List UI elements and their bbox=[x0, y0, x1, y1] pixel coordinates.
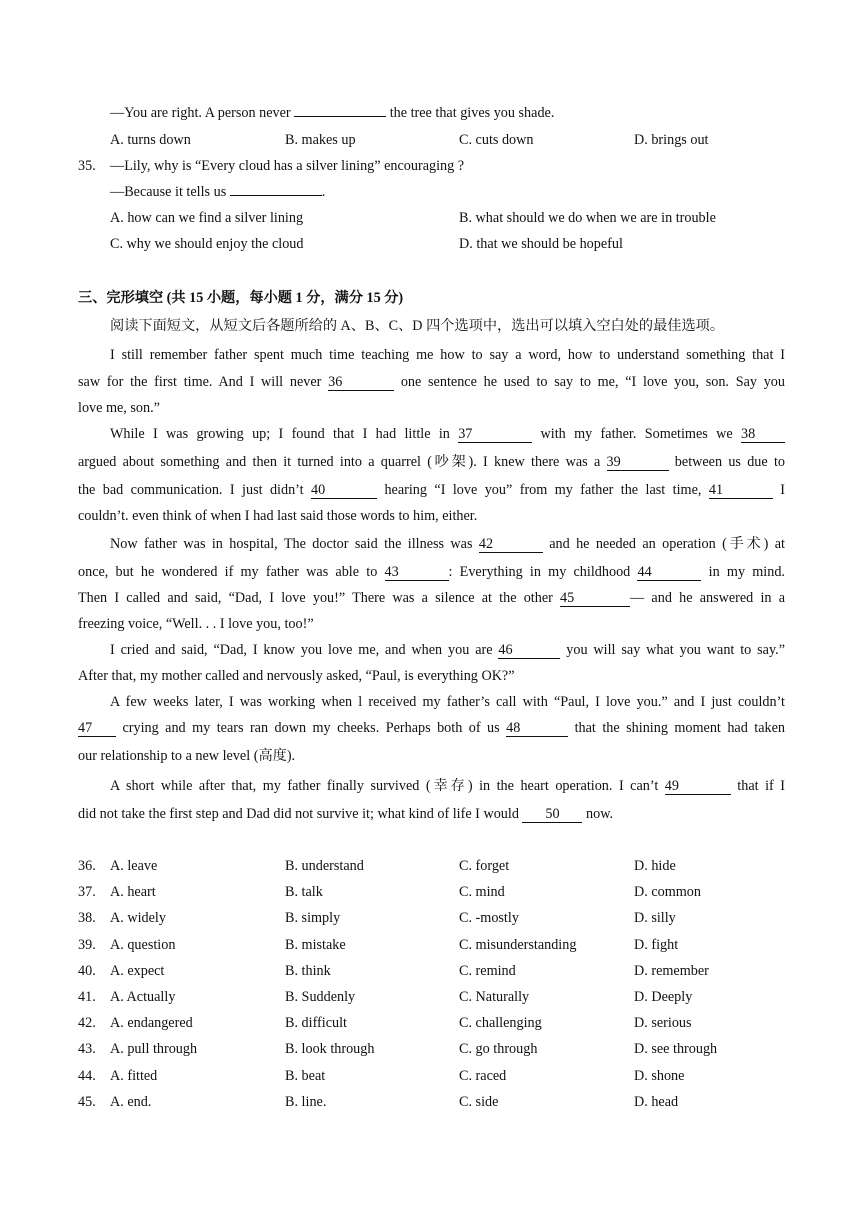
option-d: D. silly bbox=[634, 910, 676, 927]
p1-line-3: love me, son.” bbox=[78, 400, 160, 416]
blank-46: 46 bbox=[498, 643, 560, 659]
q35-question: —Lily, why is “Every cloud has a silver lining” encouraging ? bbox=[110, 158, 465, 174]
option-a: A. widely bbox=[110, 910, 166, 927]
section-instruction: 阅读下面短文，从短文后各题所给的 A、B、C、D 四个选项中，选出可以填入空白处的最佳选项。 bbox=[110, 318, 725, 334]
p1-line-2 bbox=[78, 373, 785, 391]
p5-line-3: our relationship to a new level (高度). bbox=[78, 748, 296, 764]
q35-reply bbox=[110, 183, 325, 201]
option-a: A. expect bbox=[110, 962, 165, 979]
blank-50: 50 bbox=[522, 807, 582, 823]
option-number: 45. bbox=[78, 1093, 96, 1110]
option-d: D. common bbox=[634, 884, 701, 901]
option-c: C. side bbox=[459, 1093, 499, 1110]
p3-text: Now father was in hospital, The doctor said the illness was bbox=[110, 536, 479, 552]
p4-text: you will say what you want to say.” bbox=[560, 642, 785, 658]
blank-45: 45 bbox=[560, 591, 630, 607]
section-heading: 三、完形填空 (共 15 小题，每小题 1 分，满分 15 分) bbox=[78, 290, 404, 306]
option-c: C. Naturally bbox=[459, 989, 530, 1005]
blank-43: 43 bbox=[385, 565, 449, 581]
option-d: D. hide bbox=[634, 858, 676, 874]
option-number: 39. bbox=[78, 936, 96, 953]
option-c: C. mind bbox=[459, 884, 505, 901]
option-number: 37. bbox=[78, 884, 96, 901]
p3-text: and he needed an operation (手术) at bbox=[542, 536, 785, 552]
p2-line-3 bbox=[78, 481, 785, 499]
p2-text: hearing “I love you” from my father the last time, bbox=[377, 482, 709, 498]
option-row bbox=[0, 1067, 860, 1085]
option-number: 40. bbox=[78, 962, 96, 979]
option-b: B. line. bbox=[285, 1093, 327, 1110]
q35-number: 35. bbox=[78, 158, 96, 174]
option-d: D. see through bbox=[634, 1041, 718, 1058]
option-number: 44. bbox=[78, 1067, 96, 1084]
q35-option-c: C. why we should enjoy the cloud bbox=[110, 236, 304, 252]
p6-line-1 bbox=[110, 777, 785, 795]
option-d: D. head bbox=[634, 1093, 679, 1110]
option-d: D. remember bbox=[634, 962, 709, 979]
option-c: C. challenging bbox=[459, 1015, 542, 1032]
option-c: C. misunderstanding bbox=[459, 936, 577, 953]
option-row bbox=[0, 988, 860, 1006]
option-row bbox=[0, 1093, 860, 1111]
blank-38: 38 bbox=[741, 427, 785, 443]
q34-option-a: A. turns down bbox=[110, 132, 191, 148]
p4-line-1 bbox=[110, 641, 785, 659]
option-row bbox=[0, 883, 860, 901]
p6-text: now. bbox=[582, 806, 614, 822]
blank-37: 37 bbox=[458, 427, 532, 443]
p3-line-4: freezing voice, “Well. . . I love you, too!” bbox=[78, 616, 314, 632]
p2-line-1 bbox=[110, 425, 785, 443]
q35-reply-pre: —Because it tells us bbox=[110, 184, 230, 200]
p3-line-3 bbox=[78, 589, 785, 607]
blank-36: 36 bbox=[328, 375, 394, 391]
q35-reply-post: . bbox=[321, 184, 326, 200]
blank-42: 42 bbox=[479, 537, 543, 553]
blank-48: 48 bbox=[506, 721, 568, 737]
p2-text: with my father. Sometimes we bbox=[532, 426, 741, 442]
p4-line-2: After that, my mother called and nervously asked, “Paul, is everything OK?” bbox=[78, 668, 515, 684]
p2-text: between us due to bbox=[668, 454, 785, 470]
option-row bbox=[0, 857, 860, 875]
q34-reply-post: the tree that gives you shade. bbox=[386, 105, 555, 121]
p3-text: — and he answered in a bbox=[630, 590, 786, 606]
option-a: A. leave bbox=[110, 858, 158, 874]
option-row bbox=[0, 909, 860, 927]
option-a: A. Actually bbox=[110, 989, 176, 1005]
option-row bbox=[0, 1014, 860, 1032]
blank-49: 49 bbox=[665, 779, 731, 795]
p1-text: one sentence he used to say to me, “I love you, son. Say you bbox=[394, 374, 785, 390]
option-a: A. question bbox=[110, 936, 176, 953]
option-b: B. difficult bbox=[285, 1015, 348, 1032]
option-b: B. Suddenly bbox=[285, 989, 356, 1005]
blank-40: 40 bbox=[311, 483, 377, 499]
option-b: B. beat bbox=[285, 1067, 326, 1084]
p2-text: the bad communication. I just didn’t bbox=[78, 482, 312, 498]
option-b: B. mistake bbox=[285, 936, 346, 953]
q35-option-b: B. what should we do when we are in trouble bbox=[459, 210, 716, 226]
option-b: B. talk bbox=[285, 884, 323, 901]
option-c: C. -mostly bbox=[459, 910, 519, 927]
option-a: A. fitted bbox=[110, 1067, 158, 1084]
p5-text: that the shining moment had taken bbox=[568, 720, 786, 736]
p6-text: A short while after that, my father finally survived (幸存) in the heart operation. I can’t bbox=[110, 778, 665, 794]
blank-44: 44 bbox=[637, 565, 701, 581]
option-c: C. raced bbox=[459, 1067, 507, 1084]
option-c: C. remind bbox=[459, 962, 516, 979]
option-c: C. forget bbox=[459, 858, 510, 874]
option-d: D. serious bbox=[634, 1015, 692, 1032]
p3-text: once, but he wondered if my father was able to bbox=[78, 564, 385, 580]
p6-text: did not take the first step and Dad did not survive it; what kind of life I would bbox=[78, 806, 523, 822]
p3-text: : Everything in my childhood bbox=[448, 564, 638, 580]
p3-line-2 bbox=[78, 563, 785, 581]
option-d: D. Deeply bbox=[634, 989, 693, 1005]
q34-option-c: C. cuts down bbox=[459, 132, 534, 148]
p3-line-1 bbox=[110, 535, 785, 553]
blank-39: 39 bbox=[607, 455, 669, 471]
option-b: B. look through bbox=[285, 1041, 375, 1058]
option-a: A. heart bbox=[110, 884, 156, 901]
p5-line-1: A few weeks later, I was working when l received my father’s call with “Paul, I love you.” and I just couldn’t bbox=[110, 694, 785, 710]
option-d: D. shone bbox=[634, 1067, 685, 1084]
q34-reply bbox=[110, 104, 554, 122]
option-row bbox=[0, 936, 860, 954]
q34-option-b: B. makes up bbox=[285, 132, 356, 148]
p2-text: I bbox=[772, 482, 785, 498]
p5-text: crying and my tears ran down my cheeks. Perhaps both of us bbox=[116, 720, 507, 736]
option-number: 42. bbox=[78, 1015, 96, 1032]
p1-line-1: I still remember father spent much time teaching me how to say a word, how to understand something that I bbox=[110, 347, 785, 363]
p6-text: that if I bbox=[730, 778, 785, 794]
option-number: 43. bbox=[78, 1041, 96, 1058]
option-d: D. fight bbox=[634, 936, 679, 953]
q35-blank bbox=[230, 195, 322, 196]
p3-text: Then I called and said, “Dad, I love you!” There was a silence at the other bbox=[78, 590, 561, 606]
option-number: 38. bbox=[78, 910, 96, 927]
option-number: 41. bbox=[78, 989, 96, 1005]
p2-text: argued about something and then it turned into a quarrel (吵架). I knew there was a bbox=[78, 454, 607, 470]
p3-text: in my mind. bbox=[701, 564, 785, 580]
blank-41: 41 bbox=[709, 483, 773, 499]
q34-reply-pre: —You are right. A person never bbox=[110, 105, 295, 121]
p5-line-2 bbox=[78, 719, 785, 737]
option-row bbox=[0, 1040, 860, 1058]
option-a: A. end. bbox=[110, 1093, 152, 1110]
option-b: B. simply bbox=[285, 910, 341, 927]
q35-option-a: A. how can we find a silver lining bbox=[110, 210, 304, 226]
blank-47: 47 bbox=[78, 721, 116, 737]
q35-option-d: D. that we should be hopeful bbox=[459, 236, 623, 252]
p4-text: I cried and said, “Dad, I know you love me, and when you are bbox=[110, 642, 499, 658]
p2-line-4: couldn’t. even think of when I had last said those words to him, either. bbox=[78, 508, 478, 524]
p6-line-2 bbox=[78, 805, 613, 823]
option-b: B. understand bbox=[285, 858, 364, 874]
p2-text: While I was growing up; I found that I had little in bbox=[110, 426, 459, 442]
option-row bbox=[0, 962, 860, 980]
q34-option-d: D. brings out bbox=[634, 132, 709, 148]
q34-blank bbox=[294, 116, 386, 117]
option-b: B. think bbox=[285, 962, 331, 979]
p2-line-2 bbox=[78, 453, 785, 471]
p1-text: saw for the first time. And I will never bbox=[78, 374, 329, 390]
option-a: A. pull through bbox=[110, 1041, 198, 1058]
option-number: 36. bbox=[78, 858, 96, 874]
option-a: A. endangered bbox=[110, 1015, 193, 1032]
option-c: C. go through bbox=[459, 1041, 538, 1058]
